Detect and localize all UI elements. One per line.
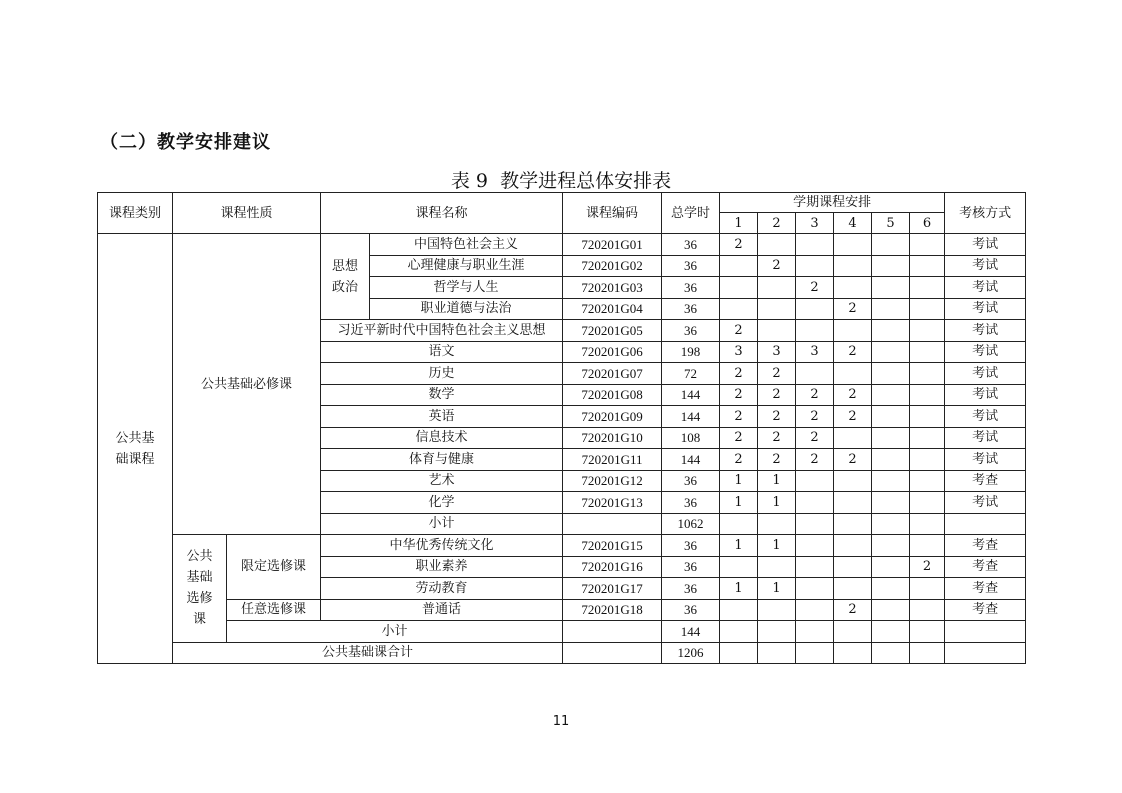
course-hours: 36	[662, 234, 720, 256]
semester-2-cell	[758, 621, 796, 643]
course-category-cell: 公共基础课程	[98, 234, 173, 664]
subtotal-label: 小计	[321, 513, 563, 535]
header-semester-2: 2	[758, 213, 796, 234]
course-code: 720201G16	[563, 556, 662, 578]
course-hours: 36	[662, 492, 720, 514]
semester-6-cell	[910, 255, 945, 277]
semester-5-cell	[872, 234, 910, 256]
assessment-method: 考查	[945, 535, 1026, 557]
course-hours: 36	[662, 470, 720, 492]
course-code: 720201G03	[563, 277, 662, 299]
elective-limited-label: 限定选修课	[227, 535, 321, 600]
course-code: 720201G07	[563, 363, 662, 385]
course-hours: 144	[662, 384, 720, 406]
course-hours: 36	[662, 578, 720, 600]
course-name: 心理健康与职业生涯	[370, 255, 563, 277]
semester-2-cell	[758, 556, 796, 578]
semester-2-cell	[758, 642, 796, 664]
course-code	[563, 621, 662, 643]
semester-6-cell	[910, 298, 945, 320]
header-semester-3: 3	[796, 213, 834, 234]
semester-1-cell: 3	[720, 341, 758, 363]
semester-6-cell	[910, 449, 945, 471]
semester-3-cell: 3	[796, 341, 834, 363]
semester-3-cell	[796, 642, 834, 664]
course-code: 720201G04	[563, 298, 662, 320]
course-hours: 36	[662, 556, 720, 578]
semester-1-cell	[720, 255, 758, 277]
course-plan-table	[97, 192, 1026, 664]
course-name: 化学	[321, 492, 563, 514]
course-code: 720201G12	[563, 470, 662, 492]
total-label: 公共基础课合计	[173, 642, 563, 664]
semester-5-cell	[872, 277, 910, 299]
semester-5-cell	[872, 621, 910, 643]
semester-5-cell	[872, 406, 910, 428]
semester-1-cell: 1	[720, 470, 758, 492]
semester-4-cell	[834, 621, 872, 643]
course-hours: 36	[662, 320, 720, 342]
semester-6-cell	[910, 492, 945, 514]
course-code	[563, 642, 662, 664]
course-code: 720201G17	[563, 578, 662, 600]
header-semester-4: 4	[834, 213, 872, 234]
course-hours: 198	[662, 341, 720, 363]
semester-3-cell: 2	[796, 406, 834, 428]
course-name: 习近平新时代中国特色社会主义思想	[321, 320, 563, 342]
semester-5-cell	[872, 384, 910, 406]
semester-6-cell	[910, 363, 945, 385]
semester-3-cell	[796, 621, 834, 643]
semester-5-cell	[872, 642, 910, 664]
semester-1-cell	[720, 599, 758, 621]
course-name: 普通话	[321, 599, 563, 621]
semester-2-cell: 3	[758, 341, 796, 363]
table-number: 表 9	[450, 170, 489, 192]
course-hours: 144	[662, 449, 720, 471]
assessment-method: 考试	[945, 277, 1026, 299]
semester-3-cell: 2	[796, 384, 834, 406]
course-name: 劳动教育	[321, 578, 563, 600]
semester-5-cell	[872, 513, 910, 535]
semester-5-cell	[872, 255, 910, 277]
assessment-method: 考试	[945, 363, 1026, 385]
semester-1-cell: 1	[720, 578, 758, 600]
semester-4-cell: 2	[834, 298, 872, 320]
semester-6-cell	[910, 599, 945, 621]
semester-4-cell	[834, 470, 872, 492]
course-hours: 144	[662, 406, 720, 428]
semester-1-cell: 2	[720, 384, 758, 406]
semester-5-cell	[872, 599, 910, 621]
semester-2-cell: 2	[758, 427, 796, 449]
semester-6-cell	[910, 621, 945, 643]
semester-5-cell	[872, 298, 910, 320]
semester-6-cell	[910, 320, 945, 342]
course-name: 体育与健康	[321, 449, 563, 471]
semester-3-cell	[796, 513, 834, 535]
subtotal-hours: 1062	[662, 513, 720, 535]
course-hours: 72	[662, 363, 720, 385]
subtotal-label: 小计	[227, 621, 563, 643]
semester-1-cell	[720, 298, 758, 320]
total-row	[98, 642, 1026, 664]
semester-2-cell	[758, 298, 796, 320]
semester-4-cell	[834, 642, 872, 664]
semester-4-cell	[834, 277, 872, 299]
course-code: 720201G15	[563, 535, 662, 557]
course-name: 英语	[321, 406, 563, 428]
assessment-method: 考试	[945, 449, 1026, 471]
semester-4-cell	[834, 363, 872, 385]
subtotal-hours: 144	[662, 621, 720, 643]
assessment-method: 考查	[945, 470, 1026, 492]
assessment-method	[945, 642, 1026, 664]
semester-5-cell	[872, 535, 910, 557]
semester-3-cell	[796, 234, 834, 256]
course-code: 720201G13	[563, 492, 662, 514]
assessment-method: 考试	[945, 298, 1026, 320]
semester-3-cell	[796, 535, 834, 557]
semester-5-cell	[872, 320, 910, 342]
semester-3-cell	[796, 599, 834, 621]
semester-5-cell	[872, 556, 910, 578]
subtotal-row	[98, 621, 1026, 643]
semester-6-cell	[910, 578, 945, 600]
semester-5-cell	[872, 341, 910, 363]
semester-4-cell	[834, 578, 872, 600]
course-code	[563, 513, 662, 535]
course-name: 信息技术	[321, 427, 563, 449]
total-hours: 1206	[662, 642, 720, 664]
semester-6-cell: 2	[910, 556, 945, 578]
semester-4-cell	[834, 234, 872, 256]
semester-2-cell	[758, 599, 796, 621]
semester-4-cell: 2	[834, 384, 872, 406]
course-hours: 36	[662, 298, 720, 320]
course-code: 720201G06	[563, 341, 662, 363]
course-code: 720201G08	[563, 384, 662, 406]
header-name: 课程名称	[321, 193, 563, 234]
semester-2-cell	[758, 234, 796, 256]
assessment-method: 考试	[945, 384, 1026, 406]
semester-4-cell: 2	[834, 341, 872, 363]
semester-4-cell	[834, 513, 872, 535]
course-name: 数学	[321, 384, 563, 406]
page-number: 11	[552, 714, 570, 729]
semester-3-cell: 2	[796, 427, 834, 449]
course-name: 中华优秀传统文化	[321, 535, 563, 557]
semester-1-cell: 1	[720, 535, 758, 557]
assessment-method: 考试	[945, 492, 1026, 514]
semester-1-cell: 2	[720, 449, 758, 471]
header-code: 课程编码	[563, 193, 662, 234]
course-code: 720201G02	[563, 255, 662, 277]
semester-6-cell	[910, 427, 945, 449]
semester-4-cell	[834, 427, 872, 449]
semester-1-cell: 2	[720, 427, 758, 449]
table-row	[98, 599, 1026, 621]
semester-2-cell: 2	[758, 406, 796, 428]
course-hours: 36	[662, 277, 720, 299]
assessment-method: 考试	[945, 255, 1026, 277]
semester-1-cell	[720, 277, 758, 299]
semester-3-cell: 2	[796, 449, 834, 471]
semester-2-cell: 2	[758, 384, 796, 406]
semester-4-cell	[834, 535, 872, 557]
course-code: 720201G09	[563, 406, 662, 428]
semester-3-cell	[796, 578, 834, 600]
semester-1-cell	[720, 621, 758, 643]
assessment-method: 考试	[945, 320, 1026, 342]
semester-5-cell	[872, 578, 910, 600]
semester-2-cell	[758, 513, 796, 535]
semester-4-cell	[834, 492, 872, 514]
assessment-method	[945, 513, 1026, 535]
course-name: 历史	[321, 363, 563, 385]
semester-3-cell	[796, 492, 834, 514]
semester-2-cell: 1	[758, 492, 796, 514]
semester-3-cell	[796, 470, 834, 492]
semester-2-cell: 1	[758, 535, 796, 557]
assessment-method: 考试	[945, 406, 1026, 428]
course-hours: 36	[662, 535, 720, 557]
assessment-method	[945, 621, 1026, 643]
table-row	[98, 234, 1026, 256]
semester-6-cell	[910, 406, 945, 428]
course-code: 720201G18	[563, 599, 662, 621]
semester-3-cell: 2	[796, 277, 834, 299]
assessment-method: 考试	[945, 427, 1026, 449]
semester-4-cell: 2	[834, 406, 872, 428]
semester-1-cell: 1	[720, 492, 758, 514]
semester-1-cell: 2	[720, 234, 758, 256]
header-nature: 课程性质	[173, 193, 321, 234]
course-code: 720201G01	[563, 234, 662, 256]
semester-5-cell	[872, 427, 910, 449]
semester-4-cell	[834, 556, 872, 578]
course-code: 720201G11	[563, 449, 662, 471]
table-caption	[0, 166, 1122, 193]
semester-6-cell	[910, 470, 945, 492]
semester-6-cell	[910, 513, 945, 535]
semester-2-cell	[758, 277, 796, 299]
semester-1-cell	[720, 642, 758, 664]
header-row	[98, 193, 1026, 213]
section-heading: （二）教学安排建议	[100, 132, 271, 153]
semester-6-cell	[910, 535, 945, 557]
course-name: 职业素养	[321, 556, 563, 578]
semester-4-cell	[834, 320, 872, 342]
assessment-method: 考试	[945, 234, 1026, 256]
header-category: 课程类别	[98, 193, 173, 234]
semester-1-cell	[720, 556, 758, 578]
semester-2-cell: 2	[758, 255, 796, 277]
semester-4-cell	[834, 255, 872, 277]
assessment-method: 考试	[945, 341, 1026, 363]
semester-3-cell	[796, 255, 834, 277]
semester-6-cell	[910, 642, 945, 664]
course-name: 职业道德与法治	[370, 298, 563, 320]
semester-6-cell	[910, 277, 945, 299]
course-code: 720201G05	[563, 320, 662, 342]
semester-2-cell	[758, 320, 796, 342]
semester-5-cell	[872, 449, 910, 471]
assessment-method: 考查	[945, 556, 1026, 578]
course-hours: 36	[662, 599, 720, 621]
semester-6-cell	[910, 384, 945, 406]
elective-optional-label: 任意选修课	[227, 599, 321, 621]
semester-1-cell	[720, 513, 758, 535]
table-row	[98, 535, 1026, 557]
course-name: 艺术	[321, 470, 563, 492]
course-hours: 36	[662, 255, 720, 277]
course-nature-required: 公共基础必修课	[173, 234, 321, 535]
semester-1-cell: 2	[720, 363, 758, 385]
semester-2-cell: 2	[758, 363, 796, 385]
semester-2-cell: 2	[758, 449, 796, 471]
semester-1-cell: 2	[720, 406, 758, 428]
course-name: 语文	[321, 341, 563, 363]
semester-3-cell	[796, 298, 834, 320]
semester-1-cell: 2	[720, 320, 758, 342]
header-semester-plan: 学期课程安排	[720, 193, 945, 213]
header-hours: 总学时	[662, 193, 720, 234]
semester-2-cell: 1	[758, 578, 796, 600]
header-semester-6: 6	[910, 213, 945, 234]
header-semester-1: 1	[720, 213, 758, 234]
semester-5-cell	[872, 363, 910, 385]
semester-3-cell	[796, 556, 834, 578]
header-assessment: 考核方式	[945, 193, 1026, 234]
semester-5-cell	[872, 492, 910, 514]
semester-4-cell: 2	[834, 599, 872, 621]
assessment-method: 考查	[945, 599, 1026, 621]
course-hours: 108	[662, 427, 720, 449]
semester-4-cell: 2	[834, 449, 872, 471]
politics-group-label: 思想政治	[321, 234, 370, 320]
semester-6-cell	[910, 341, 945, 363]
course-code: 720201G10	[563, 427, 662, 449]
table-title: 教学进程总体安排表	[500, 170, 672, 192]
semester-2-cell: 1	[758, 470, 796, 492]
semester-6-cell	[910, 234, 945, 256]
semester-3-cell	[796, 363, 834, 385]
course-name: 中国特色社会主义	[370, 234, 563, 256]
semester-5-cell	[872, 470, 910, 492]
course-name: 哲学与人生	[370, 277, 563, 299]
assessment-method: 考查	[945, 578, 1026, 600]
header-semester-5: 5	[872, 213, 910, 234]
semester-3-cell	[796, 320, 834, 342]
course-nature-elective: 公共基础选修课	[173, 535, 227, 643]
